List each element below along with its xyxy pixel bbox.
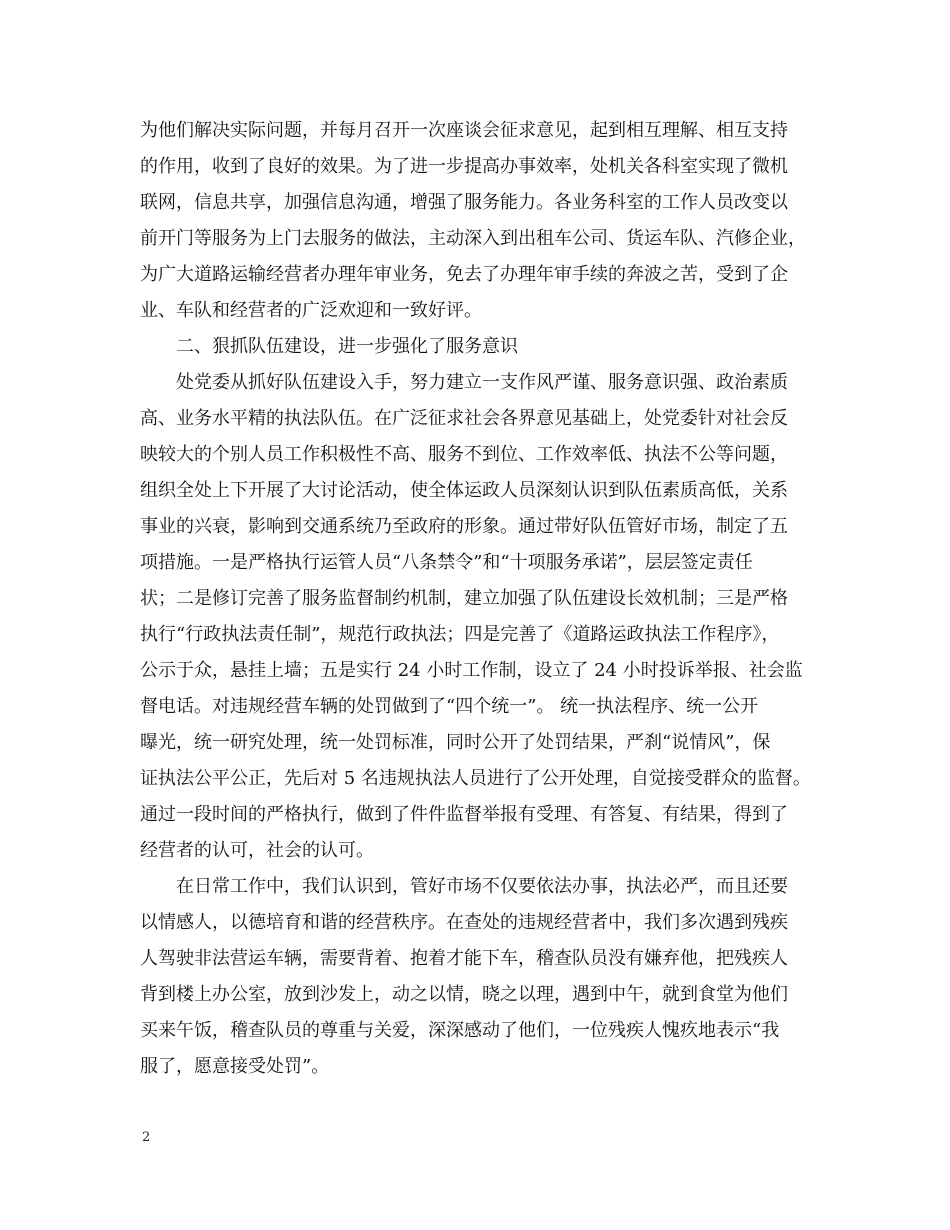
text-line: 在日常工作中，我们认识到，管好市场不仅要依法办事，执法必严，而且还要 — [176, 876, 788, 897]
text-line: 前开门等服务为上门去服务的做法，主动深入到出租车公司、货运车队、汽修企业， — [140, 228, 806, 249]
text-line: 事业的兴衰，影响到交通系统乃至政府的形象。通过带好队伍管好市场，制定了五 — [140, 516, 788, 537]
text-line: 人驾驶非法营运车辆，需要背着、抱着才能下车，稽查队员没有嫌弃他，把残疾人 — [140, 948, 788, 969]
text-line: 状；二是修订完善了服务监督制约机制，建立加强了队伍建设长效机制；三是严格 — [140, 588, 788, 609]
text-line: 处党委从抓好队伍建设入手，努力建立一支作风严谨、服务意识强、政治素质 — [176, 372, 788, 393]
text-line: 通过一段时间的严格执行，做到了件件监督举报有受理、有答复、有结果，得到了 — [140, 804, 788, 825]
text-line: 高、业务水平精的执法队伍。在广泛征求社会各界意见基础上，处党委针对社会反 — [140, 408, 788, 429]
text-line: 为广大道路运输经营者办理年审业务，免去了办理年审手续的奔波之苦，受到了企 — [140, 264, 788, 285]
text-line: 组织全处上下开展了大讨论活动，使全体运政人员深刻认识到队伍素质高低，关系 — [140, 480, 788, 501]
text-line: 项措施。一是严格执行运管人员“八条禁令”和“十项服务承诺”，层层签定责任 — [140, 552, 753, 573]
section-heading: 二、狠抓队伍建设，进一步强化了服务意识 — [176, 336, 518, 357]
page-number: 2 — [142, 1130, 151, 1145]
text-line: 督电话。对违规经营车辆的处罚做到了“四个统一”。 统一执法程序、统一公开 — [140, 696, 759, 717]
text-line: 执行“行政执法责任制”，规范行政执法；四是完善了《道路运政执法工作程序》， — [140, 624, 780, 645]
document-body — [140, 113, 820, 1085]
text-line: 曝光，统一研究处理，统一处罚标准，同时公开了处罚结果，严刹“说情风”，保 — [140, 732, 771, 753]
text-line: 证执法公平公正，先后对 5 名违规执法人员进行了公开处理，自觉接受群众的监督。 — [140, 768, 811, 789]
text-line: 的作用，收到了良好的效果。为了进一步提高办事效率，处机关各科室实现了微机 — [140, 156, 788, 177]
text-line: 背到楼上办公室，放到沙发上，动之以情，晓之以理，遇到中午，就到食堂为他们 — [140, 984, 788, 1005]
text-line: 为他们解决实际问题，并每月召开一次座谈会征求意见，起到相互理解、相互支持 — [140, 120, 788, 141]
text-line: 服了，愿意接受处罚”。 — [140, 1056, 330, 1077]
text-line: 映较大的个别人员工作积极性不高、服务不到位、工作效率低、执法不公等问题， — [140, 444, 788, 465]
text-line: 联网，信息共享，加强信息沟通，增强了服务能力。各业务科室的工作人员改变以 — [140, 192, 788, 213]
text-line: 经营者的认可，社会的认可。 — [140, 840, 374, 861]
text-line: 业、车队和经营者的广泛欢迎和一致好评。 — [140, 300, 482, 321]
text-line: 以情感人，以德培育和谐的经营秩序。在查处的违规经营者中，我们多次遇到残疾 — [140, 912, 788, 933]
text-line: 公示于众，悬挂上墙；五是实行 24 小时工作制，设立了 24 小时投诉举报、社会监 — [140, 660, 803, 681]
text-line: 买来午饭，稽查队员的尊重与关爱，深深感动了他们，一位残疾人愧疚地表示“我 — [140, 1020, 780, 1041]
